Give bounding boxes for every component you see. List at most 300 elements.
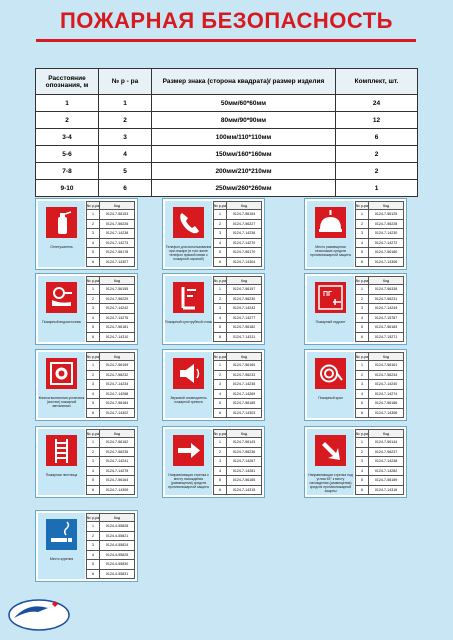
sign-caption: Телефон для использования при пожаре (в том числе телефон прямой связи с пожарной охраной) [165, 245, 212, 261]
product-code: 0124-7-56237 [369, 447, 404, 457]
size-row [36, 129, 418, 146]
size-number: 2 [214, 370, 227, 380]
product-code: 0124-7-56226 [100, 219, 135, 229]
size-number: 1 [87, 522, 100, 532]
sign-card [304, 349, 407, 421]
sign-illustration [38, 201, 85, 267]
sign-illustration [38, 352, 85, 418]
size-number: 1 [214, 285, 227, 295]
page-title: ПОЖАРНАЯ БЕЗОПАСНОСТЬ [59, 8, 393, 33]
size-number: 6 [356, 485, 369, 495]
size-row [36, 95, 418, 112]
code-row [356, 323, 404, 333]
size-number: 1 [87, 210, 100, 220]
header-set: Комплект, шт. [336, 69, 418, 95]
code-row [214, 370, 262, 380]
sign-illustration [38, 429, 85, 495]
product-code: 0124-7-14307 [100, 257, 135, 267]
cell: 200мм/210*210мм [152, 163, 336, 180]
product-code: 0124-7-56232 [100, 370, 135, 380]
product-code: 0124-7-56235 [100, 447, 135, 457]
product-code: 0124-7-56161 [369, 361, 404, 371]
size-number: 6 [214, 332, 227, 342]
col-num: № р-ра [356, 278, 369, 283]
size-number: 2 [87, 219, 100, 229]
code-row [214, 229, 262, 239]
code-row [356, 466, 404, 476]
size-row [36, 163, 418, 180]
sign-caption: Направляющая стрелка к месту нахождения (размещения) средств противопожарной защиты [167, 473, 210, 489]
size-number: 1 [214, 438, 227, 448]
product-code: 0124-7-56160 [227, 361, 262, 371]
product-code: 0124-7-15787 [369, 313, 404, 323]
product-code: 0124-7-56227 [227, 219, 262, 229]
col-num: № р-ра [356, 354, 369, 359]
code-row [87, 389, 135, 399]
product-code: 0124-4-55825 [100, 550, 135, 560]
product-code: 0124-7-14234 [100, 380, 135, 390]
size-number: 3 [214, 457, 227, 467]
size-number: 3 [214, 380, 227, 390]
product-code: 0124-7-14309 [100, 485, 135, 495]
size-number: 6 [87, 408, 100, 418]
col-code: Код [369, 277, 404, 285]
cell: 150мм/160*160мм [152, 146, 336, 163]
cell: 50мм/60*60мм [152, 95, 336, 112]
size-number: 4 [356, 466, 369, 476]
code-row [87, 569, 135, 579]
size-number: 3 [356, 457, 369, 467]
size-number: 2 [87, 294, 100, 304]
size-table [35, 68, 418, 197]
product-code: 0124-7-14272 [369, 238, 404, 248]
product-code: 0124-7-56229 [100, 294, 135, 304]
col-code: Код [369, 353, 404, 361]
size-number: 6 [214, 485, 227, 495]
product-code: 0124-7-14248 [369, 457, 404, 467]
code-row [87, 531, 135, 541]
product-code: 0124-7-56185 [227, 399, 262, 409]
product-code: 0124-7-14230 [369, 229, 404, 239]
smoking-icon [46, 519, 77, 550]
product-code: 0124-7-56164 [100, 476, 135, 486]
cell: 1 [336, 180, 418, 197]
code-row [87, 248, 135, 258]
cell: 1 [99, 95, 152, 112]
size-number: 2 [356, 294, 369, 304]
sign-illustration [165, 429, 212, 495]
code-table [355, 201, 404, 267]
size-number: 5 [87, 248, 100, 258]
code-row [356, 361, 404, 371]
product-code: 0124-7-14304 [227, 257, 262, 267]
sign-card [35, 426, 138, 498]
sign-card [162, 273, 265, 345]
code-row [356, 408, 404, 418]
cell: 6 [99, 180, 152, 197]
code-row [214, 323, 262, 333]
sign-card [35, 510, 138, 582]
size-number: 3 [87, 380, 100, 390]
sign-caption: Звуковой оповещатель пожарной тревоги [170, 396, 207, 404]
code-row [87, 466, 135, 476]
sign-caption: Огнетушитель [50, 245, 73, 249]
size-number: 1 [87, 438, 100, 448]
product-code: 0124-7-56181 [100, 323, 135, 333]
product-code: 0124-7-56189 [369, 476, 404, 486]
product-code: 0124-7-14269 [227, 389, 262, 399]
cell: 1 [36, 95, 99, 112]
code-row [87, 560, 135, 570]
size-number: 3 [356, 380, 369, 390]
sign-caption: Пожарный гидрант [315, 320, 346, 324]
product-code: 0124-4-55821 [100, 531, 135, 541]
code-row [87, 447, 135, 457]
code-table [355, 352, 404, 418]
product-code: 0124-7-56143 [227, 438, 262, 448]
size-number: 6 [356, 257, 369, 267]
code-row [87, 438, 135, 448]
size-number: 3 [87, 457, 100, 467]
code-row [356, 285, 404, 295]
code-row [87, 238, 135, 248]
header-size-no: № р - ра [99, 69, 152, 95]
size-number: 1 [356, 438, 369, 448]
code-row [214, 447, 262, 457]
sign-caption: Пожарный сухотрубный стояк [165, 320, 212, 324]
size-number: 5 [87, 560, 100, 570]
size-number: 2 [356, 370, 369, 380]
cell: 2 [336, 163, 418, 180]
code-row [356, 380, 404, 390]
col-code: Код [100, 202, 135, 210]
sign-illustration [307, 352, 354, 418]
size-number: 4 [356, 389, 369, 399]
col-num: № р-ра [356, 203, 369, 208]
product-code: 0124-7-56180 [369, 248, 404, 258]
sign-illustration [38, 276, 85, 342]
product-code: 0124-7-14235 [227, 380, 262, 390]
sign-caption: Место размещения нескольких средств противопожарной защиты [309, 245, 352, 257]
code-row [87, 522, 135, 532]
product-code: 0124-7-56236 [227, 447, 262, 457]
code-row [356, 238, 404, 248]
code-table-header [87, 277, 135, 285]
product-code: 0124-7-14244 [369, 304, 404, 314]
code-row [87, 323, 135, 333]
water-source-icon [46, 282, 77, 313]
size-number: 5 [214, 476, 227, 486]
code-row [87, 257, 135, 267]
code-table [355, 429, 404, 495]
product-code: 0124-7-56157 [227, 285, 262, 295]
code-row [356, 304, 404, 314]
product-code: 0124-7-15271 [369, 332, 404, 342]
code-row [214, 361, 262, 371]
size-number: 2 [356, 219, 369, 229]
size-number: 3 [87, 541, 100, 551]
product-code: 0124-7-56231 [369, 294, 404, 304]
col-code: Код [100, 353, 135, 361]
code-row [214, 285, 262, 295]
code-table-header [356, 430, 404, 438]
product-code: 0124-7-56153 [100, 210, 135, 220]
col-code: Код [100, 277, 135, 285]
product-code: 0124-7-56234 [369, 370, 404, 380]
product-code: 0124-4-55831 [100, 569, 135, 579]
siren-icon [173, 358, 204, 389]
code-row [356, 229, 404, 239]
size-number: 4 [214, 466, 227, 476]
sign-illustration [165, 352, 212, 418]
size-number: 1 [87, 361, 100, 371]
brand-logo [8, 598, 70, 632]
product-code: 0124-7-56182 [227, 323, 262, 333]
extinguisher-icon [46, 207, 77, 238]
product-code: 0124-7-56230 [227, 294, 262, 304]
code-row [356, 294, 404, 304]
sign-caption: Место курения [49, 557, 74, 561]
product-code: 0124-7-14281 [227, 466, 262, 476]
size-number: 5 [356, 248, 369, 258]
product-code: 0124-7-56183 [369, 323, 404, 333]
product-code: 0124-7-14267 [227, 457, 262, 467]
col-code: Код [100, 514, 135, 522]
code-table [86, 429, 135, 495]
col-code: Код [369, 202, 404, 210]
dry-riser-icon [173, 282, 204, 313]
alarm-button-icon [46, 358, 77, 389]
code-row [356, 476, 404, 486]
product-code: 0124-7-14242 [100, 304, 135, 314]
code-table [213, 429, 262, 495]
product-code: 0124-7-14274 [369, 389, 404, 399]
size-number: 6 [87, 485, 100, 495]
product-code: 0124-7-56125 [369, 210, 404, 220]
sign-illustration [165, 276, 212, 342]
size-number: 1 [214, 210, 227, 220]
code-row [356, 248, 404, 258]
cell: 100мм/110*110мм [152, 129, 336, 146]
code-row [214, 438, 262, 448]
sign-card [304, 426, 407, 498]
size-number: 4 [356, 313, 369, 323]
code-row [87, 399, 135, 409]
product-code: 0124-7-14302 [100, 408, 135, 418]
size-number: 2 [87, 531, 100, 541]
sign-card [35, 273, 138, 345]
sign-caption: Пожарная лестница [45, 473, 78, 477]
product-code: 0124-7-14306 [369, 257, 404, 267]
product-code: 0124-7-56159 [100, 361, 135, 371]
col-num: № р-ра [214, 203, 227, 208]
code-table-header [214, 353, 262, 361]
code-row [214, 248, 262, 258]
product-code: 0124-4-55830 [100, 560, 135, 570]
code-row [356, 447, 404, 457]
code-row [87, 304, 135, 314]
code-row [356, 219, 404, 229]
code-table [86, 276, 135, 342]
fire-hose-icon [315, 358, 346, 389]
size-number: 5 [214, 248, 227, 258]
size-number: 3 [214, 304, 227, 314]
sign-caption: Направляющая стрелка под углом 45° к месту нахождения (размещения) средств противопожарной защиты [308, 473, 353, 493]
sign-illustration [307, 201, 354, 267]
code-row [87, 332, 135, 342]
size-number: 5 [87, 399, 100, 409]
cell: 12 [336, 112, 418, 129]
cell: 5 [99, 163, 152, 180]
code-row [214, 408, 262, 418]
code-row [214, 294, 262, 304]
phone-icon [173, 207, 204, 238]
code-row [214, 238, 262, 248]
size-number: 4 [356, 238, 369, 248]
col-num: № р-ра [214, 278, 227, 283]
code-row [214, 485, 262, 495]
product-code: 0124-7-14243 [227, 304, 262, 314]
col-code: Код [227, 277, 262, 285]
product-code: 0124-4-55824 [100, 541, 135, 551]
sign-caption: Кнопка включения установок (систем) пожарной автоматики [38, 396, 85, 408]
col-num: № р-ра [87, 278, 100, 283]
code-row [87, 408, 135, 418]
sign-card [35, 349, 138, 421]
fire-equipment-icon [315, 207, 346, 238]
code-table-header [356, 277, 404, 285]
title-underline [36, 39, 416, 42]
size-number: 1 [214, 361, 227, 371]
sign-illustration [307, 429, 354, 495]
code-table-header [87, 202, 135, 210]
product-code: 0124-7-14268 [100, 389, 135, 399]
size-table-header [36, 69, 418, 95]
size-number: 4 [214, 313, 227, 323]
product-code: 0124-7-14238 [100, 229, 135, 239]
code-table-header [87, 514, 135, 522]
code-table [355, 276, 404, 342]
cell: 24 [336, 95, 418, 112]
size-number: 3 [356, 229, 369, 239]
code-row [214, 457, 262, 467]
product-code: 0124-4-55828 [100, 522, 135, 532]
code-row [356, 210, 404, 220]
size-number: 5 [87, 323, 100, 333]
code-row [214, 304, 262, 314]
product-code: 0124-7-56338 [369, 285, 404, 295]
size-number: 4 [87, 238, 100, 248]
product-code: 0124-7-14303 [227, 408, 262, 418]
code-table-header [214, 202, 262, 210]
code-row [356, 438, 404, 448]
product-code: 0124-7-14273 [100, 238, 135, 248]
size-number: 6 [87, 569, 100, 579]
cell: 2 [99, 112, 152, 129]
size-number: 5 [214, 399, 227, 409]
code-row [356, 399, 404, 409]
size-number: 2 [214, 294, 227, 304]
code-row [214, 476, 262, 486]
code-row [356, 370, 404, 380]
product-code: 0124-7-56144 [369, 438, 404, 448]
code-row [87, 485, 135, 495]
code-row [87, 313, 135, 323]
size-number: 4 [87, 389, 100, 399]
code-row [87, 457, 135, 467]
sign-illustration [307, 276, 354, 342]
col-num: № р-ра [214, 431, 227, 436]
arrow-diagonal-icon [315, 435, 346, 466]
col-code: Код [100, 430, 135, 438]
product-code: 0124-7-56233 [227, 370, 262, 380]
code-row [214, 399, 262, 409]
arrow-right-icon [173, 435, 204, 466]
code-table-header [214, 430, 262, 438]
sign-illustration [38, 513, 85, 579]
size-number: 5 [214, 323, 227, 333]
cell: 5-6 [36, 146, 99, 163]
code-row [356, 332, 404, 342]
code-row [214, 219, 262, 229]
size-number: 2 [87, 370, 100, 380]
code-row [87, 294, 135, 304]
code-row [356, 485, 404, 495]
product-code: 0124-7-56228 [369, 219, 404, 229]
code-row [87, 541, 135, 551]
col-code: Код [227, 353, 262, 361]
size-number: 2 [87, 447, 100, 457]
code-row [87, 229, 135, 239]
product-code: 0124-7-56170 [227, 248, 262, 258]
cell: 9-10 [36, 180, 99, 197]
sign-card [162, 198, 265, 270]
code-table-header [87, 353, 135, 361]
size-number: 6 [214, 257, 227, 267]
size-number: 5 [87, 476, 100, 486]
code-row [87, 370, 135, 380]
code-table [86, 201, 135, 267]
cell: 250мм/260*260мм [152, 180, 336, 197]
code-table-header [356, 353, 404, 361]
size-number: 1 [87, 285, 100, 295]
product-code: 0124-7-56155 [100, 285, 135, 295]
size-number: 6 [356, 408, 369, 418]
col-num: № р-ра [87, 203, 100, 208]
size-row [36, 112, 418, 129]
cell: 7-8 [36, 163, 99, 180]
code-table [86, 513, 135, 579]
sign-card [162, 349, 265, 421]
size-number: 3 [87, 304, 100, 314]
code-row [214, 466, 262, 476]
size-number: 3 [214, 229, 227, 239]
code-row [87, 361, 135, 371]
size-row [36, 180, 418, 197]
code-table [213, 276, 262, 342]
code-row [356, 257, 404, 267]
size-number: 2 [214, 219, 227, 229]
product-code: 0124-7-14270 [227, 238, 262, 248]
product-code: 0124-7-56162 [100, 438, 135, 448]
code-row [87, 210, 135, 220]
code-row [214, 210, 262, 220]
cell: 2 [36, 112, 99, 129]
size-number: 2 [214, 447, 227, 457]
product-code: 0124-7-14316 [369, 485, 404, 495]
size-number: 6 [356, 332, 369, 342]
product-code: 0124-7-56178 [100, 248, 135, 258]
